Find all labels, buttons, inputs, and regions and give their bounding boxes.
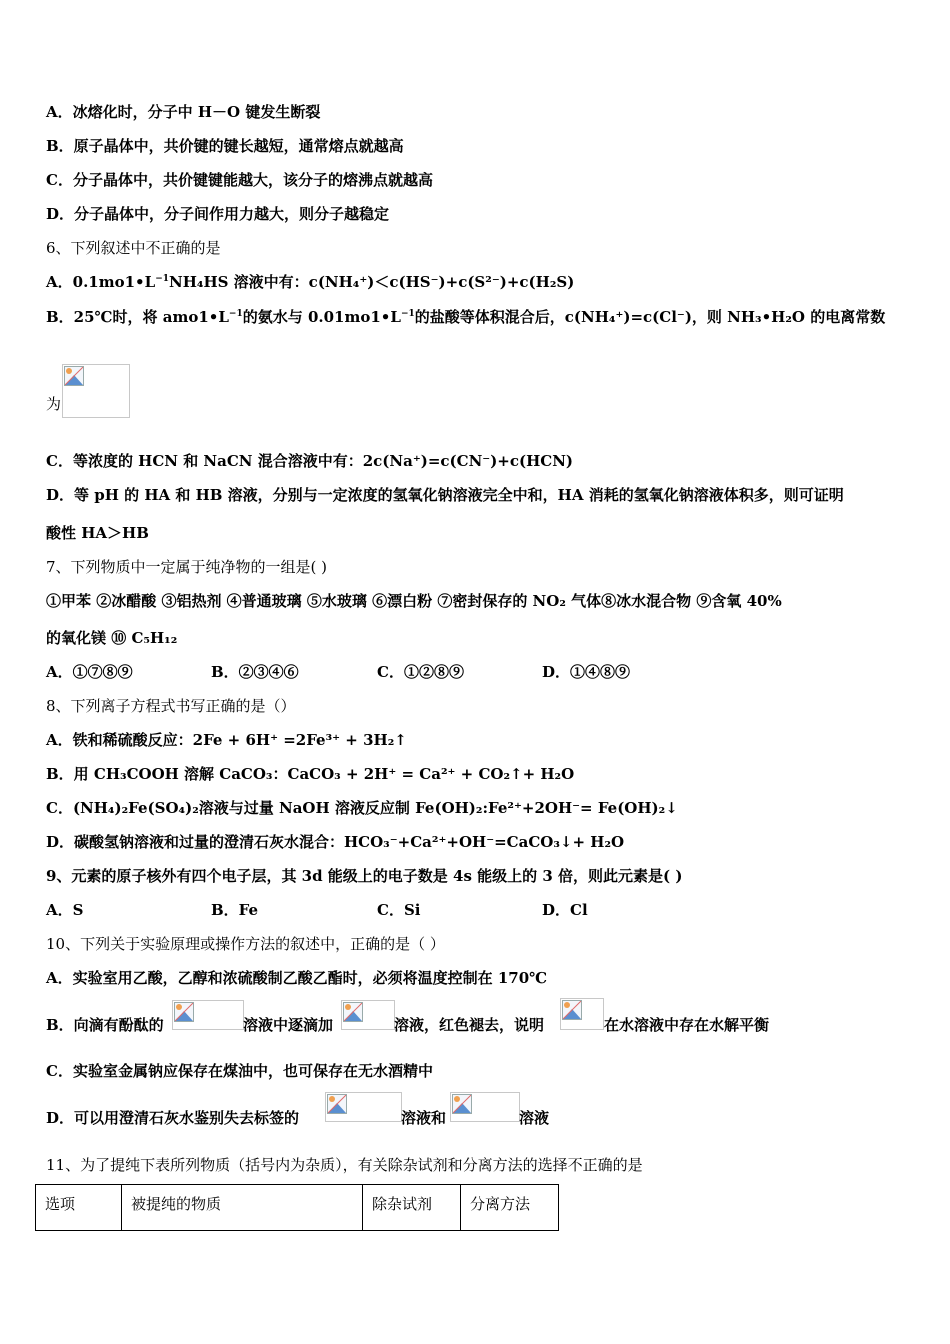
q9-option-a: A．S	[46, 901, 84, 919]
broken-image-icon	[562, 1000, 582, 1020]
q10-stem: 10、下列关于实验原理或操作方法的叙述中，正确的是（ ）	[46, 935, 445, 953]
q10-option-b-part2: 溶液中逐滴加	[243, 1016, 334, 1034]
q6-option-a: A．$0.1mo1•L^{-1}NH_4HS$ 溶液中有：c(NH₄⁺)＜c(HS⁻)+c(S²⁻)+c(H₂S)	[46, 273, 575, 291]
q5-option-b: B．原子晶体中，共价键的键长越短，通常熔点就越高	[46, 137, 404, 155]
q6-option-d-line1: D．等 pH 的 HA 和 HB 溶液，分别与一定浓度的氢氧化钠溶液完全中和，HA 消耗的氢氧化钠溶液体积多，则可证明	[46, 486, 844, 504]
broken-image-icon	[343, 1002, 363, 1022]
q8-stem: 8、下列离子方程式书写正确的是（）	[46, 697, 296, 715]
table-header-cell: 分离方法	[461, 1185, 559, 1231]
q10-option-d-part3: 溶液	[519, 1109, 550, 1127]
q5-option-d: D．分子晶体中，分子间作用力越大，则分子越稳定	[46, 205, 390, 223]
q5-option-a: A．冰熔化时，分子中 H－O 键发生断裂	[46, 103, 321, 121]
table-header-row	[36, 1185, 559, 1231]
q11-stem: 11、为了提纯下表所列物质（括号内为杂质），有关除杂试剂和分离方法的选择不正确的是	[46, 1156, 643, 1174]
table-header-cell: 被提纯的物质	[122, 1185, 363, 1231]
q10-option-d-part2: 溶液和	[401, 1109, 447, 1127]
q8-option-d: D．碳酸氢钠溶液和过量的澄清石灰水混合：HCO₃⁻+Ca²⁺+OH⁻=CaCO₃↓+ H₂O	[46, 833, 625, 851]
q10-option-b-part3: 溶液，红色褪去，说明	[394, 1016, 545, 1034]
broken-image-icon	[174, 1002, 194, 1022]
formula-image-placeholder	[450, 1092, 520, 1122]
q7-option-a: A．①⑦⑧⑨	[46, 663, 133, 681]
q10-option-b-part1: B．向滴有酚酞的	[46, 1016, 164, 1034]
q7-option-c: C．①②⑧⑨	[377, 663, 464, 681]
q8-option-c: C．(NH₄)₂Fe(SO₄)₂溶液与过量 NaOH 溶液反应制 Fe(OH)₂:Fe²⁺+2OH⁻= Fe(OH)₂↓	[46, 799, 678, 817]
q9-option-d: D．Cl	[542, 901, 588, 919]
q5-option-c: C．分子晶体中，共价键键能越大，该分子的熔沸点就越高	[46, 171, 433, 189]
q6-option-b-tail: 为	[46, 395, 62, 413]
q9-option-c: C．Si	[377, 901, 421, 919]
q6-stem: 6、下列叙述中不正确的是	[46, 239, 221, 257]
formula-image-placeholder	[325, 1092, 402, 1122]
q10-option-d-part1: D．可以用澄清石灰水鉴别失去标签的	[46, 1109, 300, 1127]
q7-option-b: B．②③④⑥	[211, 663, 299, 681]
q6-option-d-line2: 酸性 HA＞HB	[46, 524, 149, 542]
q8-option-a: A．铁和稀硫酸反应：2Fe + 6H⁺ =2Fe³⁺ + 3H₂↑	[46, 731, 407, 749]
broken-image-icon	[452, 1094, 472, 1114]
formula-image-placeholder	[341, 1000, 395, 1030]
q10-option-a: A．实验室用乙酸，乙醇和浓硫酸制乙酸乙酯时，必须将温度控制在 170℃	[46, 969, 548, 987]
q8-option-b: B．用 CH₃COOH 溶解 CaCO₃：CaCO₃ + 2H⁺ = Ca²⁺ + CO₂↑+ H₂O	[46, 765, 575, 783]
q6-option-b: B．25℃时，将 $amo1•L^{-1}$的氨水与 $0.01mo1•L^{-1}$的盐酸等体积混合后，c(NH₄⁺)=c(Cl⁻)，则 NH₃•H₂O 的电离常数	[46, 308, 886, 326]
broken-image-icon	[64, 366, 84, 386]
q11-table	[35, 1184, 559, 1231]
formula-image-placeholder	[560, 998, 604, 1030]
q7-option-d: D．①④⑧⑨	[542, 663, 631, 681]
formula-image-placeholder	[62, 364, 130, 418]
q7-items-line1: ①甲苯 ②冰醋酸 ③铝热剂 ④普通玻璃 ⑤水玻璃 ⑥漂白粉 ⑦密封保存的 NO₂ 气体⑧冰水混合物 ⑨含氧 40%	[46, 592, 782, 610]
q6-option-c: C．等浓度的 HCN 和 NaCN 混合溶液中有：2c(Na⁺)=c(CN⁻)+c(HCN)	[46, 452, 574, 470]
broken-image-icon	[327, 1094, 347, 1114]
formula-image-placeholder	[172, 1000, 244, 1030]
table-header-cell: 除杂试剂	[363, 1185, 461, 1231]
q10-option-c: C．实验室金属钠应保存在煤油中，也可保存在无水酒精中	[46, 1062, 433, 1080]
q9-option-b: B．Fe	[211, 901, 259, 919]
q7-stem: 7、下列物质中一定属于纯净物的一组是( )	[46, 558, 328, 576]
q9-stem: 9、元素的原子核外有四个电子层，其 3d 能级上的电子数是 4s 能级上的 3 倍，则此元素是( )	[46, 867, 683, 885]
q7-items-line2: 的氧化镁 ⑩ C₅H₁₂	[46, 629, 178, 647]
q10-option-b-part4: 在水溶液中存在水解平衡	[604, 1016, 770, 1034]
table-header-cell: 选项	[36, 1185, 122, 1231]
